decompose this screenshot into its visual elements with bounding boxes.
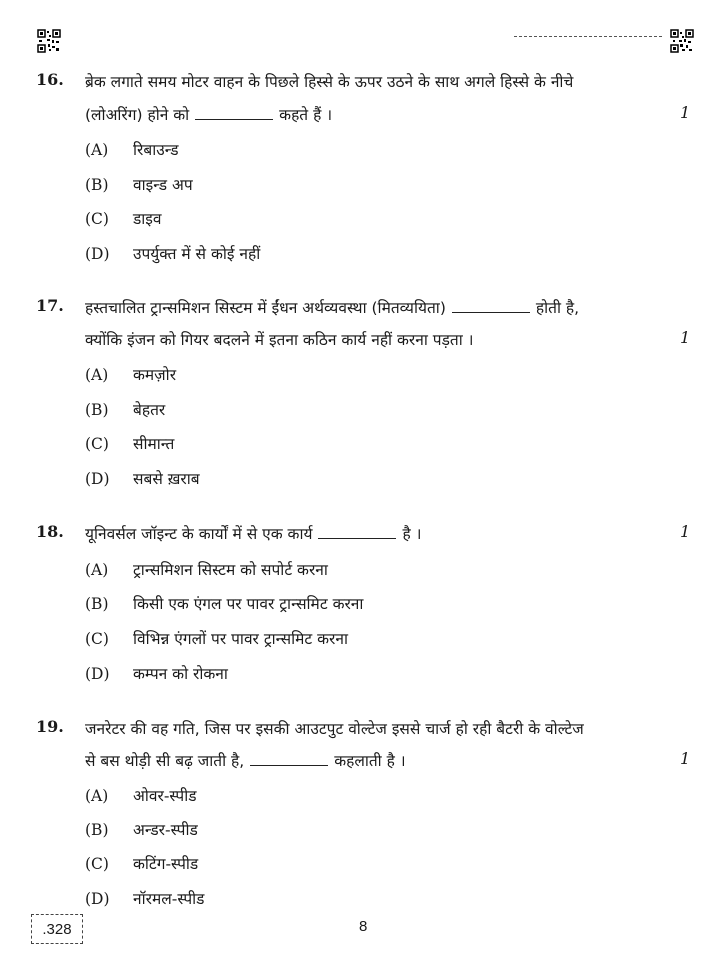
- question-text: कहलाती है ।: [334, 752, 406, 770]
- option-text: कम्पन को रोकना: [133, 665, 228, 683]
- option-label: (B): [85, 821, 109, 839]
- option-b: [85, 592, 363, 614]
- option-d: [85, 662, 228, 684]
- question-text: हस्तचालित ट्रान्समिशन सिस्टम में ईंधन अर्थव्यवस्था (मितव्ययिता): [85, 299, 446, 317]
- option-text: सीमान्त: [133, 435, 175, 453]
- question-text-line-1: [85, 717, 584, 739]
- option-c: [85, 432, 174, 454]
- answer-blank: [452, 298, 530, 313]
- question-text: जनरेटर की वह गति, जिस पर इसकी आउटपुट वोल्टेज इससे चार्ज हो रही बैटरी के वोल्टेज: [85, 720, 584, 738]
- question-text: होती है,: [535, 299, 580, 317]
- question-text-line-2: [85, 749, 406, 771]
- option-c: [85, 852, 198, 874]
- option-label: (C): [85, 435, 109, 453]
- option-label: (A): [85, 366, 109, 384]
- option-text: सबसे ख़राब: [133, 470, 200, 488]
- question-text: (लोअरिंग) होने को: [85, 106, 190, 124]
- option-label: (D): [85, 470, 110, 488]
- question-number: 17.: [36, 296, 64, 315]
- option-text: किसी एक एंगल पर पावर ट्रान्समिट करना: [133, 595, 364, 613]
- question-text: ब्रेक लगाते समय मोटर वाहन के पिछले हिस्से के ऊपर उठने के साथ अगले हिस्से के नीचे: [85, 73, 574, 91]
- option-b: [85, 818, 198, 840]
- option-label: (A): [85, 141, 109, 159]
- option-text: कमज़ोर: [133, 366, 177, 384]
- marks: 1: [680, 749, 691, 768]
- option-a: [85, 784, 197, 806]
- marks: 1: [680, 522, 691, 541]
- option-text: कटिंग-स्पीड: [133, 855, 199, 873]
- option-text: उपर्युक्त में से कोई नहीं: [133, 245, 261, 263]
- question-text: यूनिवर्सल जॉइन्ट के कार्यों में से एक कार्य: [85, 525, 313, 543]
- option-label: (A): [85, 787, 109, 805]
- option-label: (D): [85, 890, 110, 908]
- answer-blank: [318, 524, 396, 539]
- option-label: (C): [85, 855, 109, 873]
- option-label: (C): [85, 630, 109, 648]
- option-label: (B): [85, 176, 109, 194]
- option-d: [85, 467, 200, 489]
- question-text-line-2: [85, 328, 474, 350]
- option-label: (C): [85, 210, 109, 228]
- option-a: [85, 363, 176, 385]
- page-number: 8: [359, 918, 368, 935]
- option-text: अन्डर-स्पीड: [133, 821, 198, 839]
- answer-blank: [250, 751, 328, 766]
- question-text: कहते हैं ।: [279, 106, 333, 124]
- question-text: क्योंकि इंजन को गियर बदलने में इतना कठिन कार्य नहीं करना पड़ता ।: [85, 331, 474, 349]
- option-d: [85, 887, 204, 909]
- question-number: 16.: [36, 70, 64, 89]
- question-text-line-1: [85, 70, 573, 92]
- option-label: (B): [85, 595, 109, 613]
- qr-code-right: [670, 29, 694, 53]
- option-d: [85, 242, 260, 264]
- question-text-line-1: [85, 522, 422, 544]
- option-b: [85, 398, 165, 420]
- header-dotted-line: [514, 36, 662, 37]
- qr-code-left: [37, 29, 61, 53]
- option-text: ट्रान्समिशन सिस्टम को सपोर्ट करना: [133, 561, 328, 579]
- option-label: (D): [85, 245, 110, 263]
- option-label: (B): [85, 401, 109, 419]
- option-text: नॉरमल-स्पीड: [133, 890, 205, 908]
- question-text-line-2: [85, 103, 332, 125]
- answer-blank: [195, 105, 273, 120]
- option-a: [85, 138, 179, 160]
- option-a: [85, 558, 328, 580]
- option-text: डाइव: [133, 210, 162, 228]
- paper-code: .328: [31, 914, 83, 944]
- option-c: [85, 207, 162, 229]
- marks: 1: [680, 103, 691, 122]
- option-c: [85, 627, 348, 649]
- question-number: 19.: [36, 717, 64, 736]
- option-b: [85, 173, 193, 195]
- question-number: 18.: [36, 522, 64, 541]
- option-text: बेहतर: [133, 401, 166, 419]
- option-text: विभिन्न एंगलों पर पावर ट्रान्समिट करना: [133, 630, 349, 648]
- option-label: (A): [85, 561, 109, 579]
- option-text: रिबाउन्ड: [133, 141, 179, 159]
- option-text: वाइन्ड अप: [133, 176, 193, 194]
- question-text-line-1: [85, 296, 579, 318]
- question-text: है ।: [402, 525, 422, 543]
- question-text: से बस थोड़ी सी बढ़ जाती है,: [85, 752, 245, 770]
- option-text: ओवर-स्पीड: [133, 787, 197, 805]
- marks: 1: [680, 328, 691, 347]
- option-label: (D): [85, 665, 110, 683]
